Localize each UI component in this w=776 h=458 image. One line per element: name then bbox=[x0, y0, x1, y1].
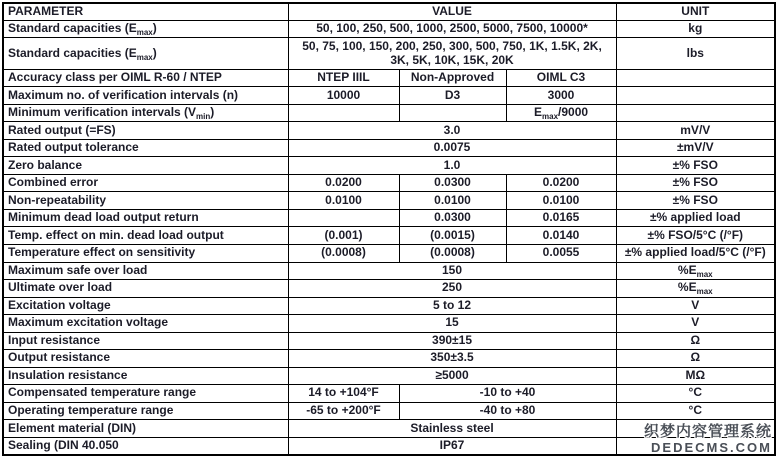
value-cell: (0.0015) bbox=[399, 227, 506, 245]
watermark-chinese-text: 织梦内容管理系统 bbox=[643, 423, 772, 441]
table-row bbox=[3, 332, 775, 350]
table-row bbox=[3, 315, 775, 333]
parameter-cell: Minimum verification intervals $(V_{min})$ bbox=[3, 104, 288, 122]
table-row bbox=[3, 297, 775, 315]
parameter-cell: Compensated temperature range bbox=[3, 385, 288, 403]
unit-cell: ±mV/V bbox=[616, 139, 775, 157]
parameter-cell: Temperature effect on sensitivity bbox=[3, 244, 288, 262]
value-cell: 0.0100 bbox=[506, 192, 616, 210]
parameter-cell: Standard capacities $(E_{max})$ bbox=[3, 20, 288, 38]
parameter-cell: Maximum safe over load bbox=[3, 262, 288, 280]
parameter-cell: Sealing (DIN 40.050 bbox=[3, 437, 288, 455]
table-row bbox=[3, 280, 775, 298]
unit-cell: °C bbox=[616, 385, 775, 403]
value-cell: OIML C3 bbox=[506, 69, 616, 87]
parameter-cell: Maximum excitation voltage bbox=[3, 315, 288, 333]
value-cell: 3000 bbox=[506, 87, 616, 105]
parameter-cell: Temp. effect on min. dead load output bbox=[3, 227, 288, 245]
unit-cell: kg bbox=[616, 20, 775, 38]
unit-cell: V bbox=[616, 315, 775, 333]
parameter-cell: Input resistance bbox=[3, 332, 288, 350]
table-row bbox=[3, 174, 775, 192]
value-cell: -65 to +200°F bbox=[288, 402, 399, 420]
value-cell: 14 to +104°F bbox=[288, 385, 399, 403]
table-row bbox=[3, 227, 775, 245]
table-row bbox=[3, 402, 775, 420]
parameter-cell: Rated output (=FS) bbox=[3, 122, 288, 140]
value-cell: ≥5000 bbox=[288, 367, 616, 385]
value-cell: (0.001) bbox=[288, 227, 399, 245]
value-cell: 0.0075 bbox=[288, 139, 616, 157]
unit-cell bbox=[616, 420, 775, 438]
table-row bbox=[3, 38, 775, 70]
value-cell: -10 to +40 bbox=[399, 385, 616, 403]
table-row bbox=[3, 104, 775, 122]
value-cell: IP67 bbox=[288, 437, 616, 455]
value-cell: D3 bbox=[399, 87, 506, 105]
value-cell: 350±3.5 bbox=[288, 350, 616, 368]
value-cell: 0.0100 bbox=[288, 192, 399, 210]
specification-table bbox=[2, 2, 776, 456]
parameter-cell: Standard capacities $(E_{max})$ bbox=[3, 38, 288, 70]
value-cell: 15 bbox=[288, 315, 616, 333]
table-row bbox=[3, 385, 775, 403]
value-cell: 0.0200 bbox=[288, 174, 399, 192]
value-cell bbox=[288, 209, 399, 227]
unit-cell: Ω bbox=[616, 350, 775, 368]
unit-cell: ±% FSO bbox=[616, 174, 775, 192]
table-row bbox=[3, 350, 775, 368]
table-row bbox=[3, 139, 775, 157]
value-cell bbox=[399, 104, 506, 122]
value-cell: 390±15 bbox=[288, 332, 616, 350]
table-row bbox=[3, 367, 775, 385]
unit-cell bbox=[616, 104, 775, 122]
value-cell: NTEP IIIL bbox=[288, 69, 399, 87]
value-cell: 0.0200 bbox=[506, 174, 616, 192]
parameter-cell: Zero balance bbox=[3, 157, 288, 175]
value-cell: 0.0100 bbox=[399, 192, 506, 210]
table-row bbox=[3, 209, 775, 227]
table-row bbox=[3, 192, 775, 210]
value-cell: 3.0 bbox=[288, 122, 616, 140]
unit-cell bbox=[616, 69, 775, 87]
unit-cell: V bbox=[616, 297, 775, 315]
value-cell: 0.0165 bbox=[506, 209, 616, 227]
unit-cell: °C bbox=[616, 402, 775, 420]
value-cell: 5 to 12 bbox=[288, 297, 616, 315]
value-cell: 0.0300 bbox=[399, 209, 506, 227]
value-cell: 0.0300 bbox=[399, 174, 506, 192]
unit-cell: ±% FSO/5°C (/°F) bbox=[616, 227, 775, 245]
header-parameter: PARAMETER bbox=[3, 3, 288, 20]
table-row bbox=[3, 262, 775, 280]
unit-cell: $\%E_{max}$ bbox=[616, 280, 775, 298]
parameter-cell: Accuracy class per OIML R-60 / NTEP bbox=[3, 69, 288, 87]
unit-cell: $\%E_{max}$ bbox=[616, 262, 775, 280]
value-cell: (0.0008) bbox=[288, 244, 399, 262]
value-cell: 10000 bbox=[288, 87, 399, 105]
parameter-cell: Ultimate over load bbox=[3, 280, 288, 298]
value-cell: 50, 100, 250, 500, 1000, 2500, 5000, 7500, 10000* bbox=[288, 20, 616, 38]
value-cell: 150 bbox=[288, 262, 616, 280]
unit-cell: ±% applied load bbox=[616, 209, 775, 227]
table-row bbox=[3, 122, 775, 140]
parameter-cell: Insulation resistance bbox=[3, 367, 288, 385]
unit-cell: ±% applied load/5°C (/°F) bbox=[616, 244, 775, 262]
unit-cell: ±% FSO bbox=[616, 157, 775, 175]
table-row bbox=[3, 420, 775, 438]
parameter-cell: Combined error bbox=[3, 174, 288, 192]
value-cell: -40 to +80 bbox=[399, 402, 616, 420]
value-cell: (0.0008) bbox=[399, 244, 506, 262]
value-cell bbox=[288, 104, 399, 122]
value-cell: 50, 75, 100, 150, 200, 250, 300, 500, 750, 1K, 1.5K, 2K, 3K, 5K, 10K, 15K, 20K bbox=[288, 38, 616, 70]
unit-cell: Ω bbox=[616, 332, 775, 350]
table-row bbox=[3, 87, 775, 105]
parameter-cell: Output resistance bbox=[3, 350, 288, 368]
unit-cell bbox=[616, 437, 775, 455]
unit-cell bbox=[616, 87, 775, 105]
header-value: VALUE bbox=[288, 3, 616, 20]
value-cell: $E_{max}/9000$ bbox=[506, 104, 616, 122]
value-cell: 0.0140 bbox=[506, 227, 616, 245]
unit-cell: mV/V bbox=[616, 122, 775, 140]
header-unit: UNIT bbox=[616, 3, 775, 20]
unit-cell: lbs bbox=[616, 38, 775, 70]
table-row bbox=[3, 157, 775, 175]
parameter-cell: Element material (DIN) bbox=[3, 420, 288, 438]
watermark-site-text: DEDECMS.COM bbox=[651, 439, 772, 455]
unit-cell: MΩ bbox=[616, 367, 775, 385]
value-cell: Stainless steel bbox=[288, 420, 616, 438]
table-row bbox=[3, 20, 775, 38]
value-cell: Non-Approved bbox=[399, 69, 506, 87]
parameter-cell: Excitation voltage bbox=[3, 297, 288, 315]
table-body bbox=[3, 20, 775, 455]
parameter-cell: Maximum no. of verification intervals (n) bbox=[3, 87, 288, 105]
parameter-cell: Rated output tolerance bbox=[3, 139, 288, 157]
value-cell: 0.0055 bbox=[506, 244, 616, 262]
table-header-row bbox=[3, 3, 775, 20]
value-cell: 250 bbox=[288, 280, 616, 298]
table-row bbox=[3, 69, 775, 87]
parameter-cell: Operating temperature range bbox=[3, 402, 288, 420]
parameter-cell: Minimum dead load output return bbox=[3, 209, 288, 227]
unit-cell: ±% FSO bbox=[616, 192, 775, 210]
value-cell: 1.0 bbox=[288, 157, 616, 175]
table-row bbox=[3, 244, 775, 262]
table-row bbox=[3, 437, 775, 455]
parameter-cell: Non-repeatability bbox=[3, 192, 288, 210]
